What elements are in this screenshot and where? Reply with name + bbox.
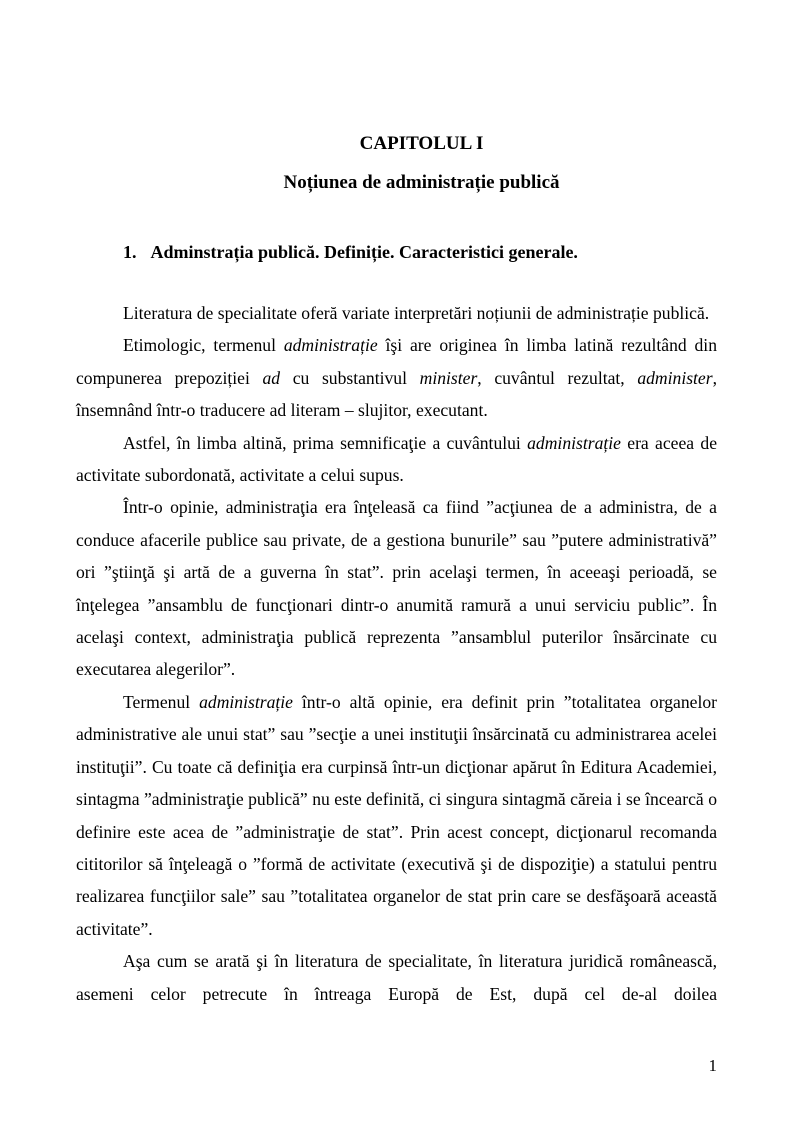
italic-term: minister <box>419 367 478 388</box>
chapter-title: Noțiunea de administrație publică <box>283 172 560 193</box>
section-number: 1. <box>123 242 137 262</box>
chapter-number: CAPITOLUL I <box>359 133 484 154</box>
text-run: , însemnând într-o traducere ad literam – slujitor, executant. <box>76 367 717 421</box>
page-number: 1 <box>708 1056 717 1075</box>
italic-term: ad <box>262 367 281 388</box>
body-text <box>76 297 717 1010</box>
body-paragraph <box>76 329 717 426</box>
section-title: Adminstrația publică. Definiție. Caracteristici generale. <box>150 242 578 262</box>
italic-term: administrație <box>283 335 378 356</box>
text-run: Literatura de specialitate oferă variate interpretări noțiunii de administrație publică. <box>123 303 710 323</box>
text-run: Etimologic, termenul <box>123 335 284 356</box>
body-paragraph <box>76 427 717 492</box>
text-run: Aşa cum se arată şi în literatura de specialitate, în literatura juridică românească, asemeni celor petrecute în întreaga Europă de Est, după cel de-al doilea <box>76 951 717 1004</box>
italic-term: administer <box>637 367 713 388</box>
text-run: Într-o opinie, administraţia era înţeleasă ca fiind ”acţiunea de a administra, de a conduce afacerile publice sau private, de a gestiona bunurile” sau ”putere administrativă” ori ”ştiinţă şi artă de a guverna în stat”. prin acelaşi termen, în aceeaşi perioadă, se înţelegea ”ansamblu de funcţionari dintr-o anumită ramură a unui serviciu public”. În acelaşi context, administraţia publică reprezenta ”ansamblul puterilor însărcinate cu executarea alegerilor”. <box>76 497 717 680</box>
body-paragraph <box>76 297 717 329</box>
italic-term: administrație <box>527 432 621 453</box>
text-run: îşi are originea în limba latină rezultând din compunerea prepoziției <box>76 335 717 388</box>
body-paragraph <box>76 686 717 945</box>
text-run: , cuvântul rezultat, <box>477 367 638 388</box>
section-heading <box>123 241 578 263</box>
text-run: cu substantivul <box>280 367 420 388</box>
text-run: Termenul <box>123 691 200 712</box>
italic-term: administrație <box>199 691 293 712</box>
text-run: într-o altă opinie, era definit prin ”totalitatea organelor administrative ale unui stat” sau ”secţie a unei instituţii însărcinată cu administrarea acelei instituţii”. Cu toate că definiţia era curpinsă într-un dicţionar apărut în Editura Academiei, sintagma ”administraţie publică” nu este definită, ci singura sintagmă căreia i se încearcă o definire este acea de ”administraţie de stat”. Prin acest concept, dicţionarul recomanda cititorilor să înţeleagă o ”formă de activitate (executivă şi de dispoziţie) a statului pentru realizarea funcţiilor sale” sau ”totalitatea organelor de stat prin care se desfăşoară această activitate”. <box>76 691 717 939</box>
text-run: era aceea de activitate subordonată, activitate a celui supus. <box>76 432 717 486</box>
body-paragraph <box>76 491 717 685</box>
text-run: Astfel, în limba altină, prima semnificaţie a cuvântului <box>123 432 528 453</box>
body-paragraph <box>76 945 717 1010</box>
